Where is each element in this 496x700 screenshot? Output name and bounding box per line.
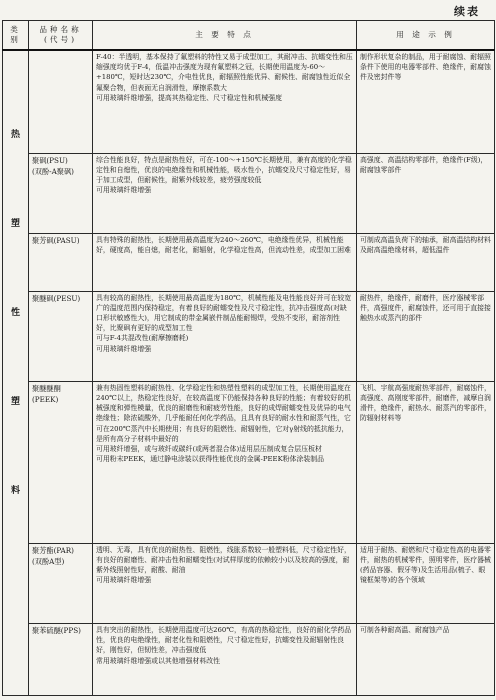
row-features: 综合性能良好，特点是耐热性好，可在-100～+150℃长期使用，兼有高度的化学稳定性和自熄性，优良的电绝缘性和机械性能，吸水性小，抗蠕变及尺寸稳定性好，易于加工成型，但耐候性，耐紫外线较差，疲劳强度较低 (96, 155, 352, 184)
header-features: 主 要 特 点 (93, 21, 357, 51)
row-features-extra: 可与F-4共混改性(耐摩擦磨耗) 可用玻璃纤维增强 (96, 334, 189, 353)
row-features-extra: 可用玻璃纤维增强 (96, 576, 152, 585)
row-name: 聚醚醚酮 (32, 383, 61, 393)
row-uses-cell: 可制各种耐高温、耐腐蚀产品 (357, 623, 495, 695)
row-name-cell (29, 381, 93, 543)
row-features: 具有特殊的耐热性，长期使用最高温度为240～260℃，电绝缘性优异，机械性能好，硬度高，能自熄，耐老化，耐辐射，化学稳定性高，但流动性差，成型加工困难 (96, 235, 351, 254)
row-features-cell (93, 233, 357, 291)
row-features-cell (93, 153, 357, 233)
header-name-line1: 品种名称 (39, 25, 82, 34)
row-features: 具有突出的耐热性，长期使用温度可达260℃，有高的热稳定性，良好的耐化学药品性，优良的电绝缘性，耐老化性和阻燃性，尺寸稳定性好，抗蠕变性及耐辐射性良好，刚性好，但韧性差，冲击强度低 (96, 625, 352, 655)
header-name-line2: (代号) (43, 35, 78, 44)
row-features-extra: 常用玻璃纤维增强或以其他增强材料改性 (96, 656, 221, 665)
table-row (3, 291, 495, 381)
category-char: 性 (10, 308, 20, 318)
row-uses-cell: 飞机、宇航高强度耐热零部件，耐腐蚀件，高强度、高刚度零部件，耐磨件，减摩自润滑件，绝缘件，耐热水、耐蒸汽的零部件，防辐射材料等 (357, 381, 495, 543)
header-uses: 用 途 示 例 (357, 21, 495, 51)
row-name: 聚苯硫醚(PPS) (32, 625, 81, 635)
row-uses-cell: 制作形状复杂的制品，用于耐腐蚀、耐辐照条件下使用的电器零部件、绝缘件，耐腐蚀件及密封件等 (357, 50, 495, 153)
plastics-table (2, 20, 495, 696)
header-name (29, 21, 93, 51)
row-name-sub: (双酚A型) (32, 556, 65, 566)
table-row (3, 233, 495, 291)
category-char: 塑 (10, 219, 20, 229)
header-category: 类别 (3, 21, 29, 51)
row-name-sub: (PEEK) (32, 394, 59, 404)
category-char: 塑 (10, 397, 20, 407)
row-name: 聚芳砜(PASU) (32, 235, 80, 245)
row-uses-cell: 耐热件，绝缘件，耐磨件，医疗器械零部件，高强度件，耐腐蚀件，还可用于直接接触热水或蒸汽的部件 (357, 291, 495, 381)
continued-table-label: 续表 (454, 5, 480, 18)
row-name: 聚芳酯(PAR) (32, 545, 74, 555)
row-features: 具有较高的耐热性，长期使用最高温度为180℃，机械性能及电性能良好并可在较宽广的温度范围内保持稳定，有着良好的耐蠕变性及尺寸稳定性，抗冲击强度高(对缺口形状敏感性大)，用它制成的带金属嵌件制品能耐锡焊，受热不变形，耐溶剂性好，比聚砜有更好的成型加工性 (96, 293, 352, 333)
table-row (3, 153, 495, 233)
row-name-cell (29, 233, 93, 291)
row-name-cell (29, 153, 93, 233)
table-row (3, 381, 495, 543)
table-row (3, 543, 495, 623)
category-cell (3, 50, 29, 696)
row-features-cell (93, 381, 357, 543)
row-features-cell (93, 623, 357, 695)
row-features-cell (93, 543, 357, 623)
row-name-cell (29, 50, 93, 153)
row-name-cell (29, 623, 93, 695)
row-uses-cell: 适用于耐热、耐燃和尺寸稳定性高的电器零件，耐热的机械零件，照明零件，医疗器械(药品容器、假牙等)及生活用品(梳子、眼镜框架等)的各个领域 (357, 543, 495, 623)
row-features-extra: 可用玻纤增强，或与玻纤或碳纤(或两者混合体)适用层压制成复合层压板材 可用粉末PEEK，通过静电涂装以获得性能优良的金属-PEEK粉体涂装制品 (96, 444, 325, 464)
row-features-cell (93, 50, 357, 153)
category-char: 热 (10, 130, 20, 140)
row-name-cell (29, 543, 93, 623)
page-header (0, 0, 496, 20)
row-name: 聚砜(PSU) (32, 155, 68, 165)
row-features-extra: 可用玻璃纤维增强 (96, 186, 152, 195)
row-features: 兼有热固性塑料的耐热性、化学稳定性和热塑性塑料的成型加工性，长期使用温度在240℃以上，热稳定性良好，在较高温度下仍能保持各种良好的性能；有着较好的机械强度和弹性模量，优良的耐磨性和耐疲劳性能，良好的成焊耐蠕变性及优异的电气绝缘性；除浓硫酸外，几乎能耐任何化学药品，且具有良好的耐水性和耐蒸气性，它可在200℃蒸汽中长期使用；有良好的阻燃性、耐辐射性，它对γ射线的抵抗能力，是所有高分子材料中最好的 (96, 383, 352, 443)
row-name-cell (29, 291, 93, 381)
row-features: F-40：半透明，基本保持了氟塑料的特性又易于成型加工，其耐冲击、抗蠕变性和压缩强度均优于F-4，低温冲击强度为现有氟塑料之冠，长期使用温度为-60～+180℃，短时达230℃，介电性优良，耐辐照性能优异、耐候性、耐腐蚀性近似全氟聚合物，但表面无自润滑性，摩擦系数大 (96, 53, 353, 92)
row-features: 透明、无毒，具有优良的耐热性、阻燃性，线胀系数较一般塑料低，尺寸稳定性好，有良好的耐磨性、耐冲击性和耐蠕变性(对试样厚度的依赖较小)以及较高的强度，耐紫外线照射性好，耐酸、耐油 (96, 545, 351, 575)
row-name: 聚醚砜(PESU) (32, 293, 81, 303)
row-features-extra: 可用玻璃纤维增强，提高其热稳定性、尺寸稳定性和机械强度 (96, 93, 283, 102)
table-header-row (3, 21, 495, 51)
row-uses-cell: 高强度、高温结构零部件，绝缘件(F级)，耐腐蚀零部件 (357, 153, 495, 233)
row-name-sub: (双酚-A聚砜) (32, 166, 74, 176)
category-char: 料 (10, 486, 20, 496)
row-features-cell (93, 291, 357, 381)
table-row (3, 50, 495, 153)
table-row (3, 623, 495, 695)
row-uses-cell: 可制成高温负荷下的轴承，耐高温结构材料及耐高温绝缘材料，超低温件 (357, 233, 495, 291)
